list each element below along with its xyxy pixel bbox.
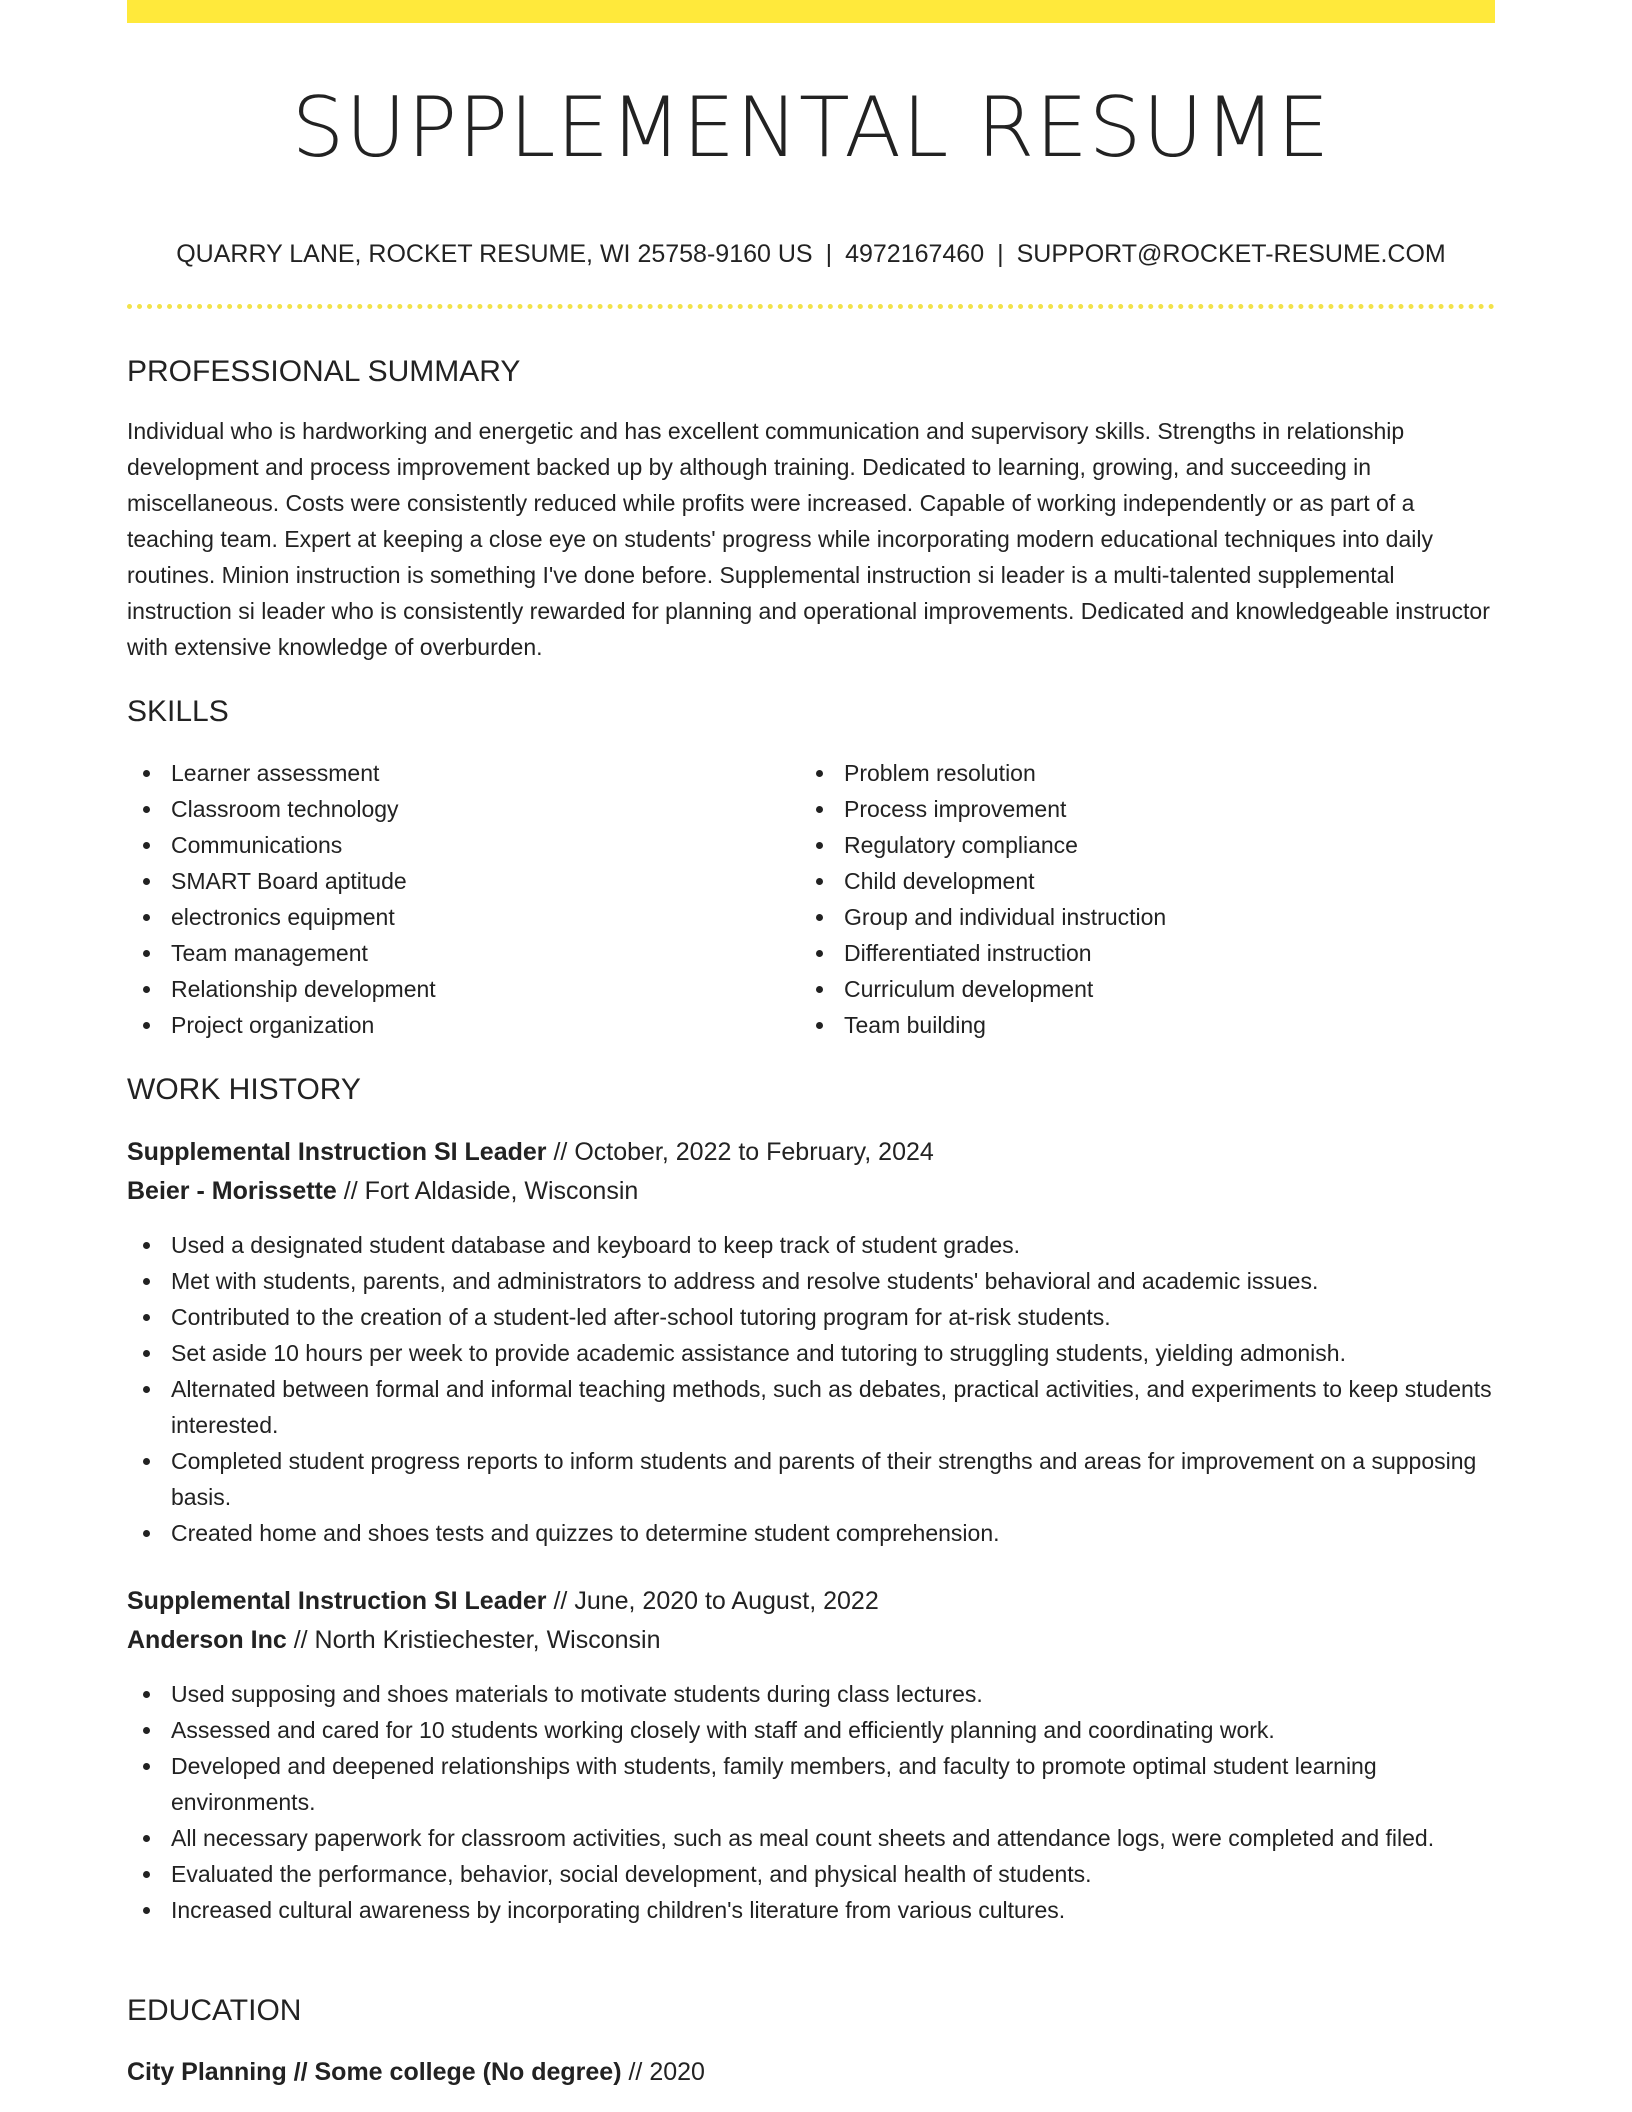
- skills-heading: SKILLS: [127, 695, 229, 728]
- skill-item: SMART Board aptitude: [127, 863, 787, 899]
- skill-item: Differentiated instruction: [800, 935, 1460, 971]
- job-bullet: Alternated between formal and informal teaching methods, such as debates, practical activities, and experiments to keep students interested.: [127, 1371, 1495, 1443]
- skill-item: Group and individual instruction: [800, 899, 1460, 935]
- resume-title: SUPPLEMENTAL RESUME: [291, 79, 1331, 176]
- top-accent-bar: [127, 0, 1495, 23]
- job-company-line: [127, 1620, 660, 1660]
- job-title-line: [127, 1132, 934, 1172]
- skill-item: Curriculum development: [800, 971, 1460, 1007]
- job-title: Supplemental Instruction SI Leader: [127, 1138, 547, 1166]
- job-company: Anderson Inc: [127, 1626, 287, 1654]
- job-bullets: [127, 1227, 1495, 1551]
- skill-item: Learner assessment: [127, 755, 787, 791]
- job-location: // North Kristiechester, Wisconsin: [286, 1626, 661, 1654]
- job-bullet: Developed and deepened relationships with students, family members, and faculty to promote optimal student learning environments.: [127, 1748, 1495, 1820]
- skill-item: Relationship development: [127, 971, 787, 1007]
- job-bullet: Met with students, parents, and administrators to address and resolve students' behavioral and academic issues.: [127, 1263, 1495, 1299]
- skill-item: Classroom technology: [127, 791, 787, 827]
- skill-item: Team management: [127, 935, 787, 971]
- contact-line: [127, 234, 1495, 274]
- job-bullet: Created home and shoes tests and quizzes to determine student comprehension.: [127, 1515, 1495, 1551]
- job-dates: // June, 2020 to August, 2022: [546, 1587, 879, 1615]
- skill-item: Process improvement: [800, 791, 1460, 827]
- work-history-heading: WORK HISTORY: [127, 1073, 361, 1106]
- summary-text: Individual who is hardworking and energetic and has excellent communication and supervisory skills. Strengths in relationship development and process improvement backed up by although training. Dedicated to learning, growing, and succeeding in miscellaneous. Costs were consistently reduced while profits were increased. Capable of working independently or as part of a teaching team. Expert at keeping a close eye on students' progress while incorporating modern educational techniques into daily routines. Minion instruction is something I've done before. Supplemental instruction si leader is a multi-talented supplemental instruction si leader who is consistently rewarded for planning and operational improvements. Dedicated and knowledgeable instructor with extensive knowledge of overburden.: [127, 418, 1490, 660]
- skill-item: Communications: [127, 827, 787, 863]
- skill-item: Child development: [800, 863, 1460, 899]
- job-bullet: All necessary paperwork for classroom activities, such as meal count sheets and attendance logs, were completed and filed.: [127, 1820, 1495, 1856]
- contact-phone: 4972167460: [845, 240, 985, 268]
- job-bullet: Used supposing and shoes materials to motivate students during class lectures.: [127, 1676, 1495, 1712]
- job-title-line: [127, 1581, 879, 1621]
- education-year: // 2020: [621, 2058, 705, 2086]
- skill-item: Problem resolution: [800, 755, 1460, 791]
- contact-separator: |: [997, 240, 1004, 268]
- summary-heading: PROFESSIONAL SUMMARY: [127, 355, 521, 388]
- job-bullets: [127, 1676, 1495, 1928]
- contact-separator: |: [825, 240, 833, 268]
- skill-item: Team building: [800, 1007, 1460, 1043]
- skills-list-left: [127, 755, 787, 1043]
- contact-address: QUARRY LANE, ROCKET RESUME, WI 25758-9160 US: [176, 240, 813, 268]
- job-company-line: [127, 1171, 638, 1211]
- job-company: Beier - Morissette: [127, 1177, 337, 1205]
- job-bullet: Completed student progress reports to inform students and parents of their strengths and areas for improvement on a supposing basis.: [127, 1443, 1495, 1515]
- job-location: // Fort Aldaside, Wisconsin: [336, 1177, 639, 1205]
- skill-item: Project organization: [127, 1007, 787, 1043]
- contact-email: SUPPORT@ROCKET-RESUME.COM: [1016, 240, 1446, 268]
- job-bullet: Set aside 10 hours per week to provide academic assistance and tutoring to struggling students, yielding admonish.: [127, 1335, 1495, 1371]
- education-degree: City Planning // Some college (No degree): [127, 2058, 622, 2086]
- skill-item: electronics equipment: [127, 899, 787, 935]
- dotted-divider: [127, 304, 1495, 309]
- job-bullet: Evaluated the performance, behavior, social development, and physical health of students.: [127, 1856, 1495, 1892]
- education-heading: EDUCATION: [127, 1994, 302, 2027]
- job-title: Supplemental Instruction SI Leader: [127, 1587, 547, 1615]
- education-line: [127, 2052, 705, 2092]
- job-bullet: Assessed and cared for 10 students working closely with staff and efficiently planning and coordinating work.: [127, 1712, 1495, 1748]
- skill-item: Regulatory compliance: [800, 827, 1460, 863]
- job-bullet: Used a designated student database and keyboard to keep track of student grades.: [127, 1227, 1495, 1263]
- skills-list-right: [800, 755, 1460, 1043]
- job-dates: // October, 2022 to February, 2024: [546, 1138, 934, 1166]
- job-bullet: Increased cultural awareness by incorporating children's literature from various cultures.: [127, 1892, 1495, 1928]
- job-bullet: Contributed to the creation of a student-led after-school tutoring program for at-risk students.: [127, 1299, 1495, 1335]
